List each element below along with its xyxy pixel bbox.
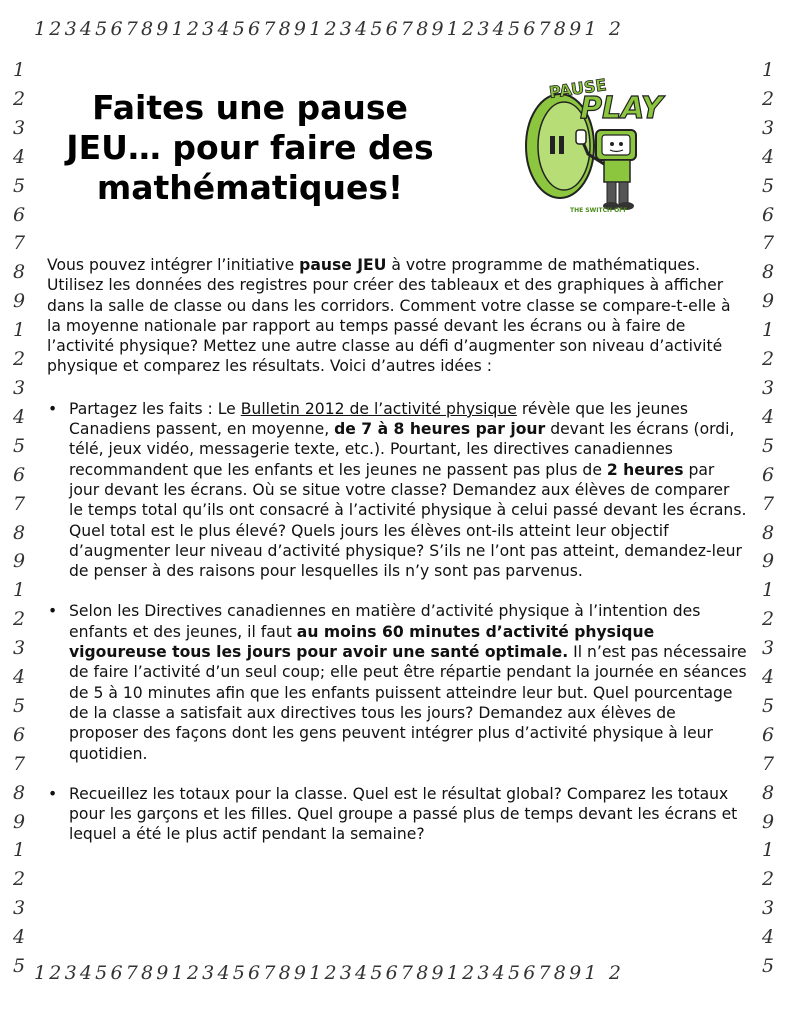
border-digit: 7	[12, 492, 26, 515]
border-digit: 2	[12, 868, 26, 891]
border-digit: 9	[761, 810, 775, 833]
border-digit: 1	[12, 579, 26, 602]
border-digit: 4	[12, 926, 26, 949]
border-digit: 4	[12, 405, 26, 428]
border-digit: 9	[12, 290, 26, 313]
border-digit: 1	[761, 839, 775, 862]
border-digit: 4	[761, 666, 775, 689]
page-title: Faites une pause JEU… pour faire des mathématiques!	[66, 88, 434, 207]
border-digit: 4	[761, 926, 775, 949]
border-digit: 8	[761, 521, 775, 544]
border-digit: 9	[12, 550, 26, 573]
border-digit: 8	[12, 261, 26, 284]
border-digit: 2	[12, 87, 26, 110]
border-digit: 1	[12, 319, 26, 342]
right-number-border	[757, 56, 779, 981]
border-digit: 1	[761, 579, 775, 602]
border-digit: 6	[12, 203, 26, 226]
border-digit: 1	[761, 59, 775, 81]
border-digit: 1	[761, 319, 775, 342]
border-digit: 5	[761, 434, 775, 457]
border-digit: 5	[761, 694, 775, 717]
list-item: • Recueillez les totaux pour la classe. Quel est le résultat global? Comparez les totaux pour les garçons et les filles. Quel groupe a passé plus de temps devant les écrans et lequel a été le plus actif pendant la semaine?	[69, 784, 747, 845]
border-digit: 5	[12, 434, 26, 457]
left-number-border	[8, 56, 30, 981]
border-digit: 9	[12, 810, 26, 833]
bottom-number-border: 1234567891234567891234567891234567891 2	[34, 962, 625, 984]
logo-word-play: PLAY	[580, 91, 663, 126]
border-digit: 3	[761, 637, 775, 660]
border-digit: 7	[12, 752, 26, 775]
border-digit: 5	[761, 955, 775, 978]
border-digit: 8	[761, 781, 775, 804]
border-digit: 2	[761, 348, 775, 371]
bulletin-link[interactable]: Bulletin 2012 de l’activité physique	[240, 399, 517, 418]
border-digit: 6	[12, 463, 26, 486]
logo-word-pause: PAUSE	[547, 75, 608, 102]
pause-play-logo	[520, 70, 680, 218]
border-digit: 7	[12, 232, 26, 255]
border-digit: 3	[761, 116, 775, 139]
border-digit: 3	[12, 116, 26, 139]
border-digit: 6	[761, 203, 775, 226]
border-digit: 6	[12, 723, 26, 746]
border-digit: 5	[12, 694, 26, 717]
border-digit: 7	[761, 492, 775, 515]
list-item: • Selon les Directives canadiennes en matière d’activité physique à l’intention des enfants et des jeunes, il faut au moins 60 minutes d’activité physique vigoureuse tous les jours pour avoir une santé optimale. Il n’est pas nécessaire de faire l’activité d’un seul coup; elle peut être répartie pendant la journée en séances de 5 à 10 minutes afin que les enfants puissent atteindre leur but. Quel pourcentage de la classe a satisfait aux directives tous les jours? Demandez aux élèves de proposer des façons dont les gens peuvent intégrer plus d’activité physique à leur quotidien.	[69, 601, 747, 763]
list-item: • Partagez les faits : Le Bulletin 2012 de l’activité physique révèle que les jeunes Canadiens passent, en moyenne, de 7 à 8 heures par jour devant les écrans (ordi, télé, jeux vidéo, messagerie texte, etc.). Pourtant, les directives canadiennes recommandent que les enfants et les jeunes ne passent pas plus de 2 heures par jour devant les écrans. Où se situe votre classe? Demandez aux élèves de comparer le temps total qu’ils ont consacré à l’activité physique à celui passé devant les écrans. Quel total est le plus élevé? Quels jours les élèves ont-ils atteint leur objectif d’augmenter leur niveau d’activité physique? S’ils ne l’ont pas atteint, demandez-leur de penser à des raisons pour lesquelles ils n’y sont pas parvenus.	[69, 399, 747, 582]
border-digit: 9	[761, 290, 775, 313]
border-digit: 3	[12, 637, 26, 660]
border-digit: 4	[12, 666, 26, 689]
border-digit: 2	[12, 348, 26, 371]
border-digit: 8	[12, 781, 26, 804]
border-digit: 5	[12, 174, 26, 197]
border-digit: 7	[761, 232, 775, 255]
border-digit: 9	[761, 550, 775, 573]
border-digit: 8	[761, 261, 775, 284]
main-content	[47, 255, 747, 865]
border-digit: 8	[12, 521, 26, 544]
top-number-border: 1234567891234567891234567891234567891 2	[34, 18, 625, 40]
border-digit: 3	[12, 897, 26, 920]
border-digit: 4	[761, 405, 775, 428]
logo-tagline: THE SWITCH OFF	[570, 207, 628, 214]
border-digit: 2	[761, 608, 775, 631]
border-digit: 4	[12, 145, 26, 168]
border-digit: 7	[761, 752, 775, 775]
intro-paragraph: Vous pouvez intégrer l’initiative pause JEU à votre programme de mathématiques. Utilisez les données des registres pour créer des tableaux et des graphiques à afficher dans la salle de classe ou dans les corridors. Comment votre classe se compare-t-elle à la moyenne nationale par rapport au temps passé devant les écrans ou à faire de l’activité physique? Mettez une autre classe au défi d’augmenter son niveau d’activité physique et comparez les résultats. Voici d’autres idées :	[47, 256, 731, 376]
border-digit: 2	[761, 868, 775, 891]
border-digit: 3	[761, 897, 775, 920]
border-digit: 3	[761, 376, 775, 399]
border-digit: 1	[12, 59, 26, 81]
border-digit: 5	[761, 174, 775, 197]
border-digit: 2	[12, 608, 26, 631]
ideas-list	[47, 399, 747, 845]
border-digit: 4	[761, 145, 775, 168]
border-digit: 1	[12, 839, 26, 862]
border-digit: 3	[12, 376, 26, 399]
border-digit: 2	[761, 87, 775, 110]
border-digit: 6	[761, 723, 775, 746]
border-digit: 6	[761, 463, 775, 486]
border-digit: 5	[12, 955, 26, 978]
